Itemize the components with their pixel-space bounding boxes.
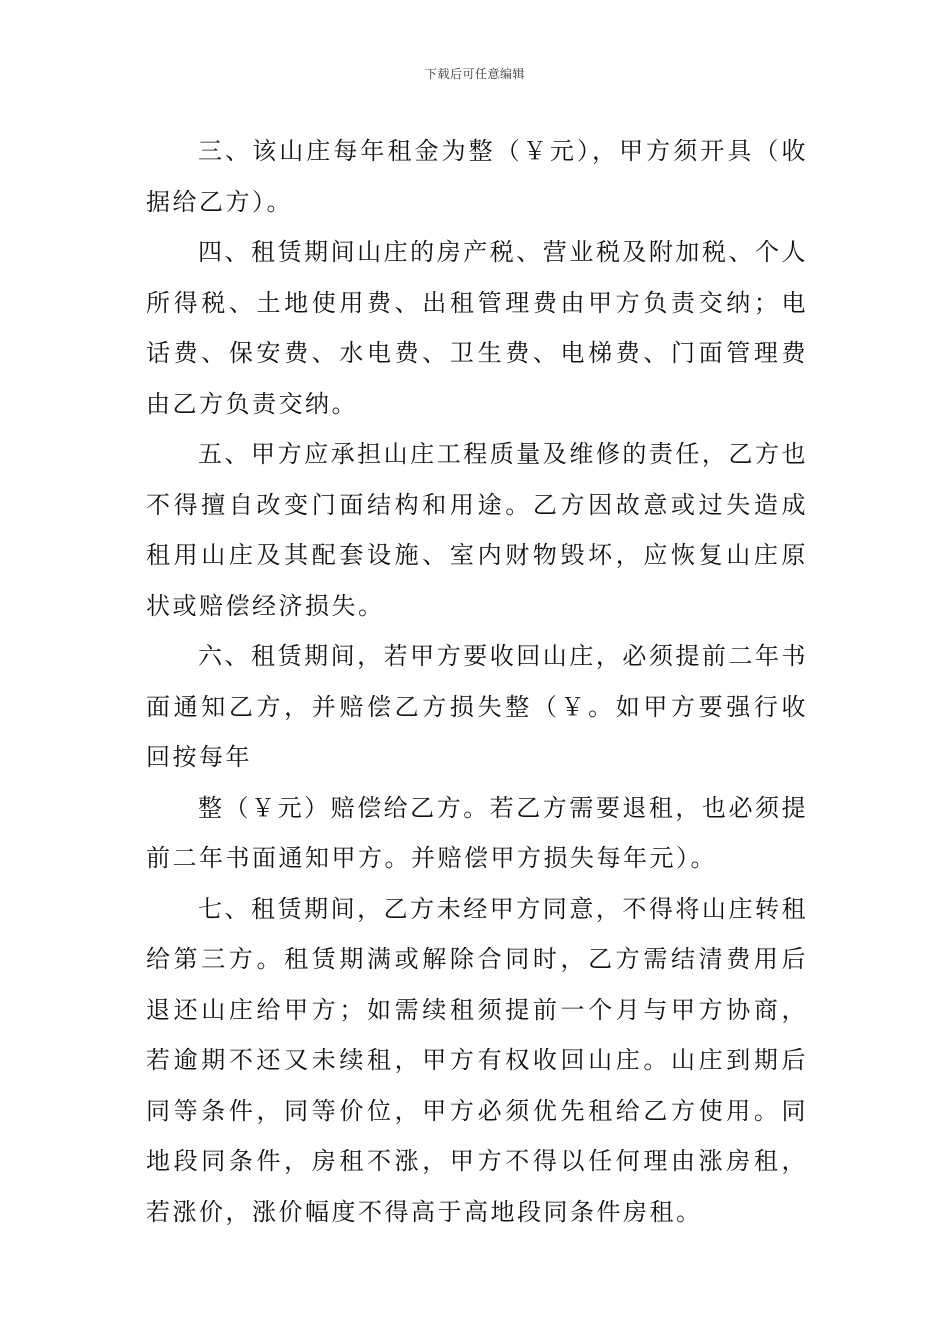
clause-four-paragraph: 四、租赁期间山庄的房产税、营业税及附加税、个人所得税、土地使用费、出租管理费由甲方负责交纳；电话费、保安费、水电费、卫生费、电梯费、门面管理费由乙方负责交纳。	[146, 238, 808, 418]
clause-six-paragraph: 六、租赁期间，若甲方要收回山庄，必须提前二年书面通知乙方，并赔偿乙方损失整（￥。如甲方要强行收回按每年	[146, 642, 808, 771]
clause-seven-paragraph: 七、租赁期间，乙方未经甲方同意，不得将山庄转租给第三方。租赁期满或解除合同时，乙方需结清费用后退还山庄给甲方；如需续租须提前一个月与甲方协商，若逾期不还又未续租，甲方有权收回山庄。山庄到期后同等条件，同等价位，甲方必须优先租给乙方使用。同地段同条件，房租不涨，甲方不得以任何理由涨房租，若涨价，涨价幅度不得高于高地段同条件房租。	[146, 894, 808, 1226]
clause-three-paragraph: 三、该山庄每年租金为整（￥元），甲方须开具（收据给乙方）。	[146, 137, 808, 216]
clause-six-continuation-paragraph: 整（￥元）赔偿给乙方。若乙方需要退租，也必须提前二年书面通知甲方。并赔偿甲方损失每年元）。	[146, 793, 808, 872]
document-body	[146, 126, 808, 1237]
page-header: 下载后可任意编辑	[424, 67, 525, 81]
clause-five-paragraph: 五、甲方应承担山庄工程质量及维修的责任，乙方也不得擅自改变门面结构和用途。乙方因故意或过失造成租用山庄及其配套设施、室内财物毁坏，应恢复山庄原状或赔偿经济损失。	[146, 440, 808, 620]
